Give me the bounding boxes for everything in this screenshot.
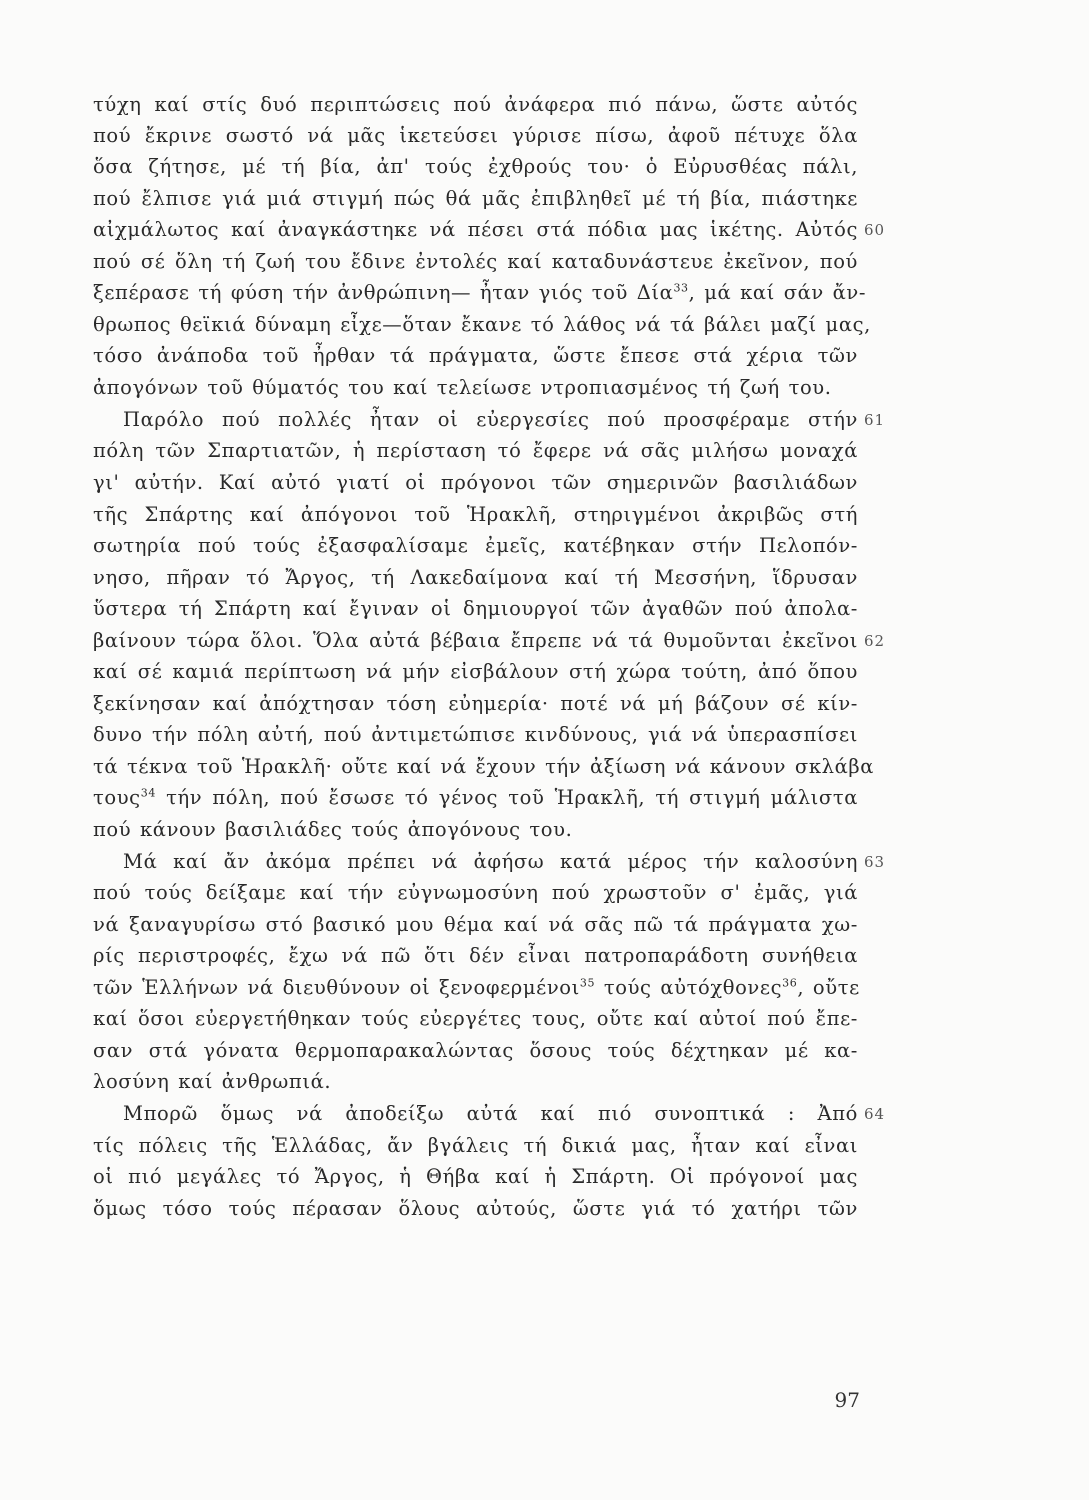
text-segment: , οὔτε	[797, 976, 860, 999]
text-segment: , μά καί σάν ἄν-	[688, 281, 867, 304]
footnote-ref: 36	[782, 976, 798, 990]
text-line: πού τούς δείξαμε καί τήν εὐγνωμοσύνη πού χρωστοῦν σ' ἐμᾶς, γιά	[93, 881, 858, 904]
text-line: ὅμως τόσο τούς πέρασαν ὅλους αὐτούς, ὥστε γιά τό χατήρι τῶν	[93, 1197, 858, 1220]
text-line: καί ὅσοι εὐεργετήθηκαν τούς εὐεργέτες τους, οὔτε καί αὐτοί πού ἔπε-	[93, 1007, 858, 1030]
text-line	[93, 975, 858, 1001]
text-line: βαίνουν τώρα ὅλοι. Ὅλα αὐτά βέβαια ἔπρεπε νά τά θυμοῦνται ἐκεῖνοι	[93, 629, 858, 652]
text-line: λοσύνη καί ἀνθρωπιά.	[93, 1070, 332, 1093]
footnote-ref: 34	[140, 786, 156, 800]
text-line: Παρόλο πού πολλές ἦταν οἱ εὐεργεσίες πού προσφέραμε στήν	[123, 408, 858, 431]
text-line: Μά καί ἄν ἀκόμα πρέπει νά ἀφήσω κατά μέρος τήν καλοσύνη	[123, 850, 858, 873]
margin-number: 64	[864, 1105, 886, 1123]
margin-number: 62	[864, 632, 886, 650]
text-segment: ξεπέρασε τή φύση τήν ἀνθρώπινη— ἦταν γιός τοῦ Δία	[93, 281, 674, 304]
margin-number: 63	[864, 853, 886, 871]
text-line: τόσο ἀνάποδα τοῦ ἦρθαν τά πράγματα, ὥστε ἔπεσε στά χέρια τῶν	[93, 344, 858, 367]
text-line: πού ἔκρινε σωστό νά μᾶς ἱκετεύσει γύρισε πίσω, ἀφοῦ πέτυχε ὅλα	[93, 124, 858, 147]
text-line: ὅσα ζήτησε, μέ τή βία, ἀπ' τούς ἐχθρούς του· ὁ Εὐρυσθέας πάλι,	[93, 155, 858, 178]
text-line: τύχη καί στίς δυό περιπτώσεις πού ἀνάφερα πιό πάνω, ὥστε αὐτός	[93, 93, 858, 116]
text-line: νά ξαναγυρίσω στό βασικό μου θέμα καί νά σᾶς πῶ τά πράγματα χω-	[93, 913, 858, 936]
text-line: θρωπος θεϊκιά δύναμη εἶχε—ὅταν ἔκανε τό λάθος νά τά βάλει μαζί μας,	[93, 313, 871, 336]
text-line: σαν στά γόνατα θερμοπαρακαλώντας ὅσους τούς δέχτηκαν μέ κα-	[93, 1039, 858, 1062]
footnote-ref: 33	[673, 281, 689, 295]
text-line: τά τέκνα τοῦ Ἡρακλῆ· οὔτε καί νά ἔχουν τήν ἀξίωση νά κάνουν σκλάβα	[93, 755, 874, 778]
text-line: καί σέ καμιά περίπτωση νά μήν εἰσβάλουν στή χώρα τούτη, ἀπό ὅπου	[93, 660, 858, 683]
page-number: 97	[834, 1388, 860, 1412]
text-line: τίς πόλεις τῆς Ἑλλάδας, ἄν βγάλεις τή δικιά μας, ἦταν καί εἶναι	[93, 1134, 858, 1157]
text-line: ρίς περιστροφές, ἔχω νά πῶ ὅτι δέν εἶναι πατροπαράδοτη συνήθεια	[93, 944, 858, 967]
text-segment: τους	[93, 786, 141, 809]
text-line: σωτηρία πού τούς ἐξασφαλίσαμε ἐμεῖς, κατέβηκαν στήν Πελοπόν-	[93, 534, 858, 557]
text-line: γι' αὐτήν. Καί αὐτό γιατί οἱ πρόγονοι τῶν σημερινῶν βασιλιάδων	[93, 471, 858, 494]
text-line: πού σέ ὅλη τή ζωή του ἔδινε ἐντολές καί καταδυνάστευε ἐκεῖνον, πού	[93, 250, 858, 273]
text-segment: τῶν Ἑλλήνων νά διευθύνουν οἱ ξενοφερμένοι	[93, 976, 580, 999]
text-line: αἰχμάλωτος καί ἀναγκάστηκε νά πέσει στά πόδια μας ἱκέτης. Αὐτός	[93, 218, 858, 241]
text-line: δυνο τήν πόλη αὐτή, πού ἀντιμετώπισε κινδύνους, γιά νά ὑπερασπίσει	[93, 723, 858, 746]
text-line: πού κάνουν βασιλιάδες τούς ἀπογόνους του.	[93, 818, 573, 841]
text-line: νησο, πῆραν τό Ἄργος, τή Λακεδαίμονα καί τή Μεσσήνη, ἵδρυσαν	[93, 566, 858, 589]
text-line: Μπορῶ ὅμως νά ἀποδείξω αὐτά καί πιό συνοπτικά : Ἀπό	[123, 1102, 858, 1125]
text-line: πού ἔλπισε γιά μιά στιγμή πώς θά μᾶς ἐπιβληθεῖ μέ τή βία, πιάστηκε	[93, 187, 858, 210]
text-segment: τήν πόλη, πού ἔσωσε τό γένος τοῦ Ἡρακλῆ, τή στιγμή μάλιστα	[155, 786, 858, 809]
text-line: πόλη τῶν Σπαρτιατῶν, ἡ περίσταση τό ἔφερε νά σᾶς μιλήσω μοναχά	[93, 439, 858, 462]
text-line: τῆς Σπάρτης καί ἀπόγονοι τοῦ Ἡρακλῆ, στηριγμένοι ἀκριβῶς στή	[93, 503, 858, 526]
text-line: ἀπογόνων τοῦ θύματός του καί τελείωσε ντροπιασμένος τή ζωή του.	[93, 376, 832, 399]
footnote-ref: 35	[579, 976, 596, 990]
text-line: οἱ πιό μεγάλες τό Ἄργος, ἡ Θήβα καί ἡ Σπάρτη. Οἱ πρόγονοί μας	[93, 1165, 858, 1188]
margin-number: 61	[864, 411, 886, 429]
text-line: ξεκίνησαν καί ἀπόχτησαν τόση εὐημερία· ποτέ νά μή βάζουν σέ κίν-	[93, 692, 858, 715]
text-segment: τούς αὐτόχθονες	[595, 976, 783, 999]
text-line	[93, 280, 867, 306]
text-line: ὕστερα τή Σπάρτη καί ἔγιναν οἱ δημιουργοί τῶν ἀγαθῶν πού ἀπολα-	[93, 597, 858, 620]
text-line	[93, 785, 858, 811]
margin-number: 60	[864, 221, 886, 239]
